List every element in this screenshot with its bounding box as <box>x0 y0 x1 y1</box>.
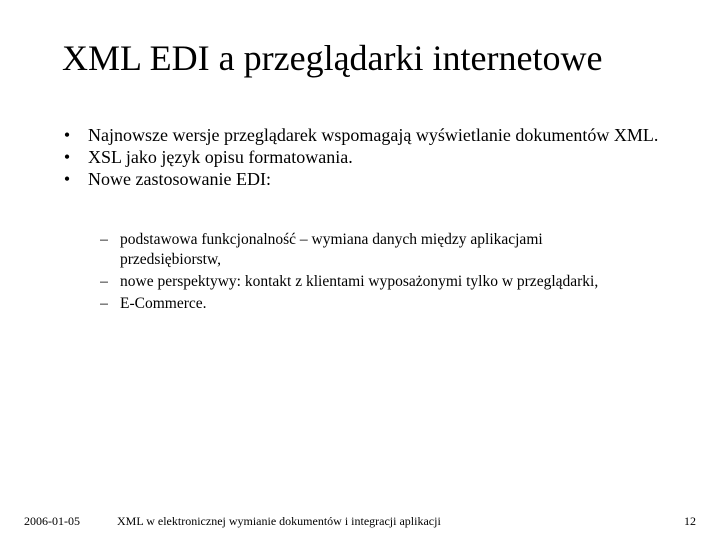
bullet-marker: • <box>63 169 71 189</box>
bullet-item <box>60 146 660 168</box>
subbullet-marker: – <box>100 273 108 290</box>
bullet-list <box>60 124 660 190</box>
footer-date: 2006-01-05 <box>24 514 80 528</box>
subbullet-item <box>96 272 636 292</box>
subbullet-text: E-Commerce. <box>120 295 207 312</box>
bullet-marker: • <box>63 147 71 167</box>
subbullet-marker: – <box>100 231 108 248</box>
subbullet-marker: – <box>100 295 108 312</box>
bullet-text: Najnowsze wersje przeglądarek wspomagają wyświetlanie dokumentów XML. <box>88 125 659 145</box>
subbullet-text: podstawowa funkcjonalność – wymiana danych między aplikacjami przedsiębiorstw, <box>120 231 543 268</box>
subbullet-text: nowe perspektywy: kontakt z klientami wyposażonymi tylko w przeglądarki, <box>120 273 599 290</box>
subbullet-item <box>96 294 636 314</box>
footer-page-number: 12 <box>684 514 696 528</box>
slide-title: XML EDI a przeglądarki internetowe <box>62 38 603 78</box>
bullet-item <box>60 168 660 190</box>
subbullet-item <box>96 230 636 270</box>
subbullet-list <box>96 230 636 316</box>
bullet-text: XSL jako język opisu formatowania. <box>88 147 353 167</box>
bullet-text: Nowe zastosowanie EDI: <box>88 169 271 189</box>
footer-title: XML w elektronicznej wymianie dokumentów i integracji aplikacji <box>117 514 441 528</box>
bullet-marker: • <box>63 125 71 145</box>
bullet-item <box>60 124 660 146</box>
